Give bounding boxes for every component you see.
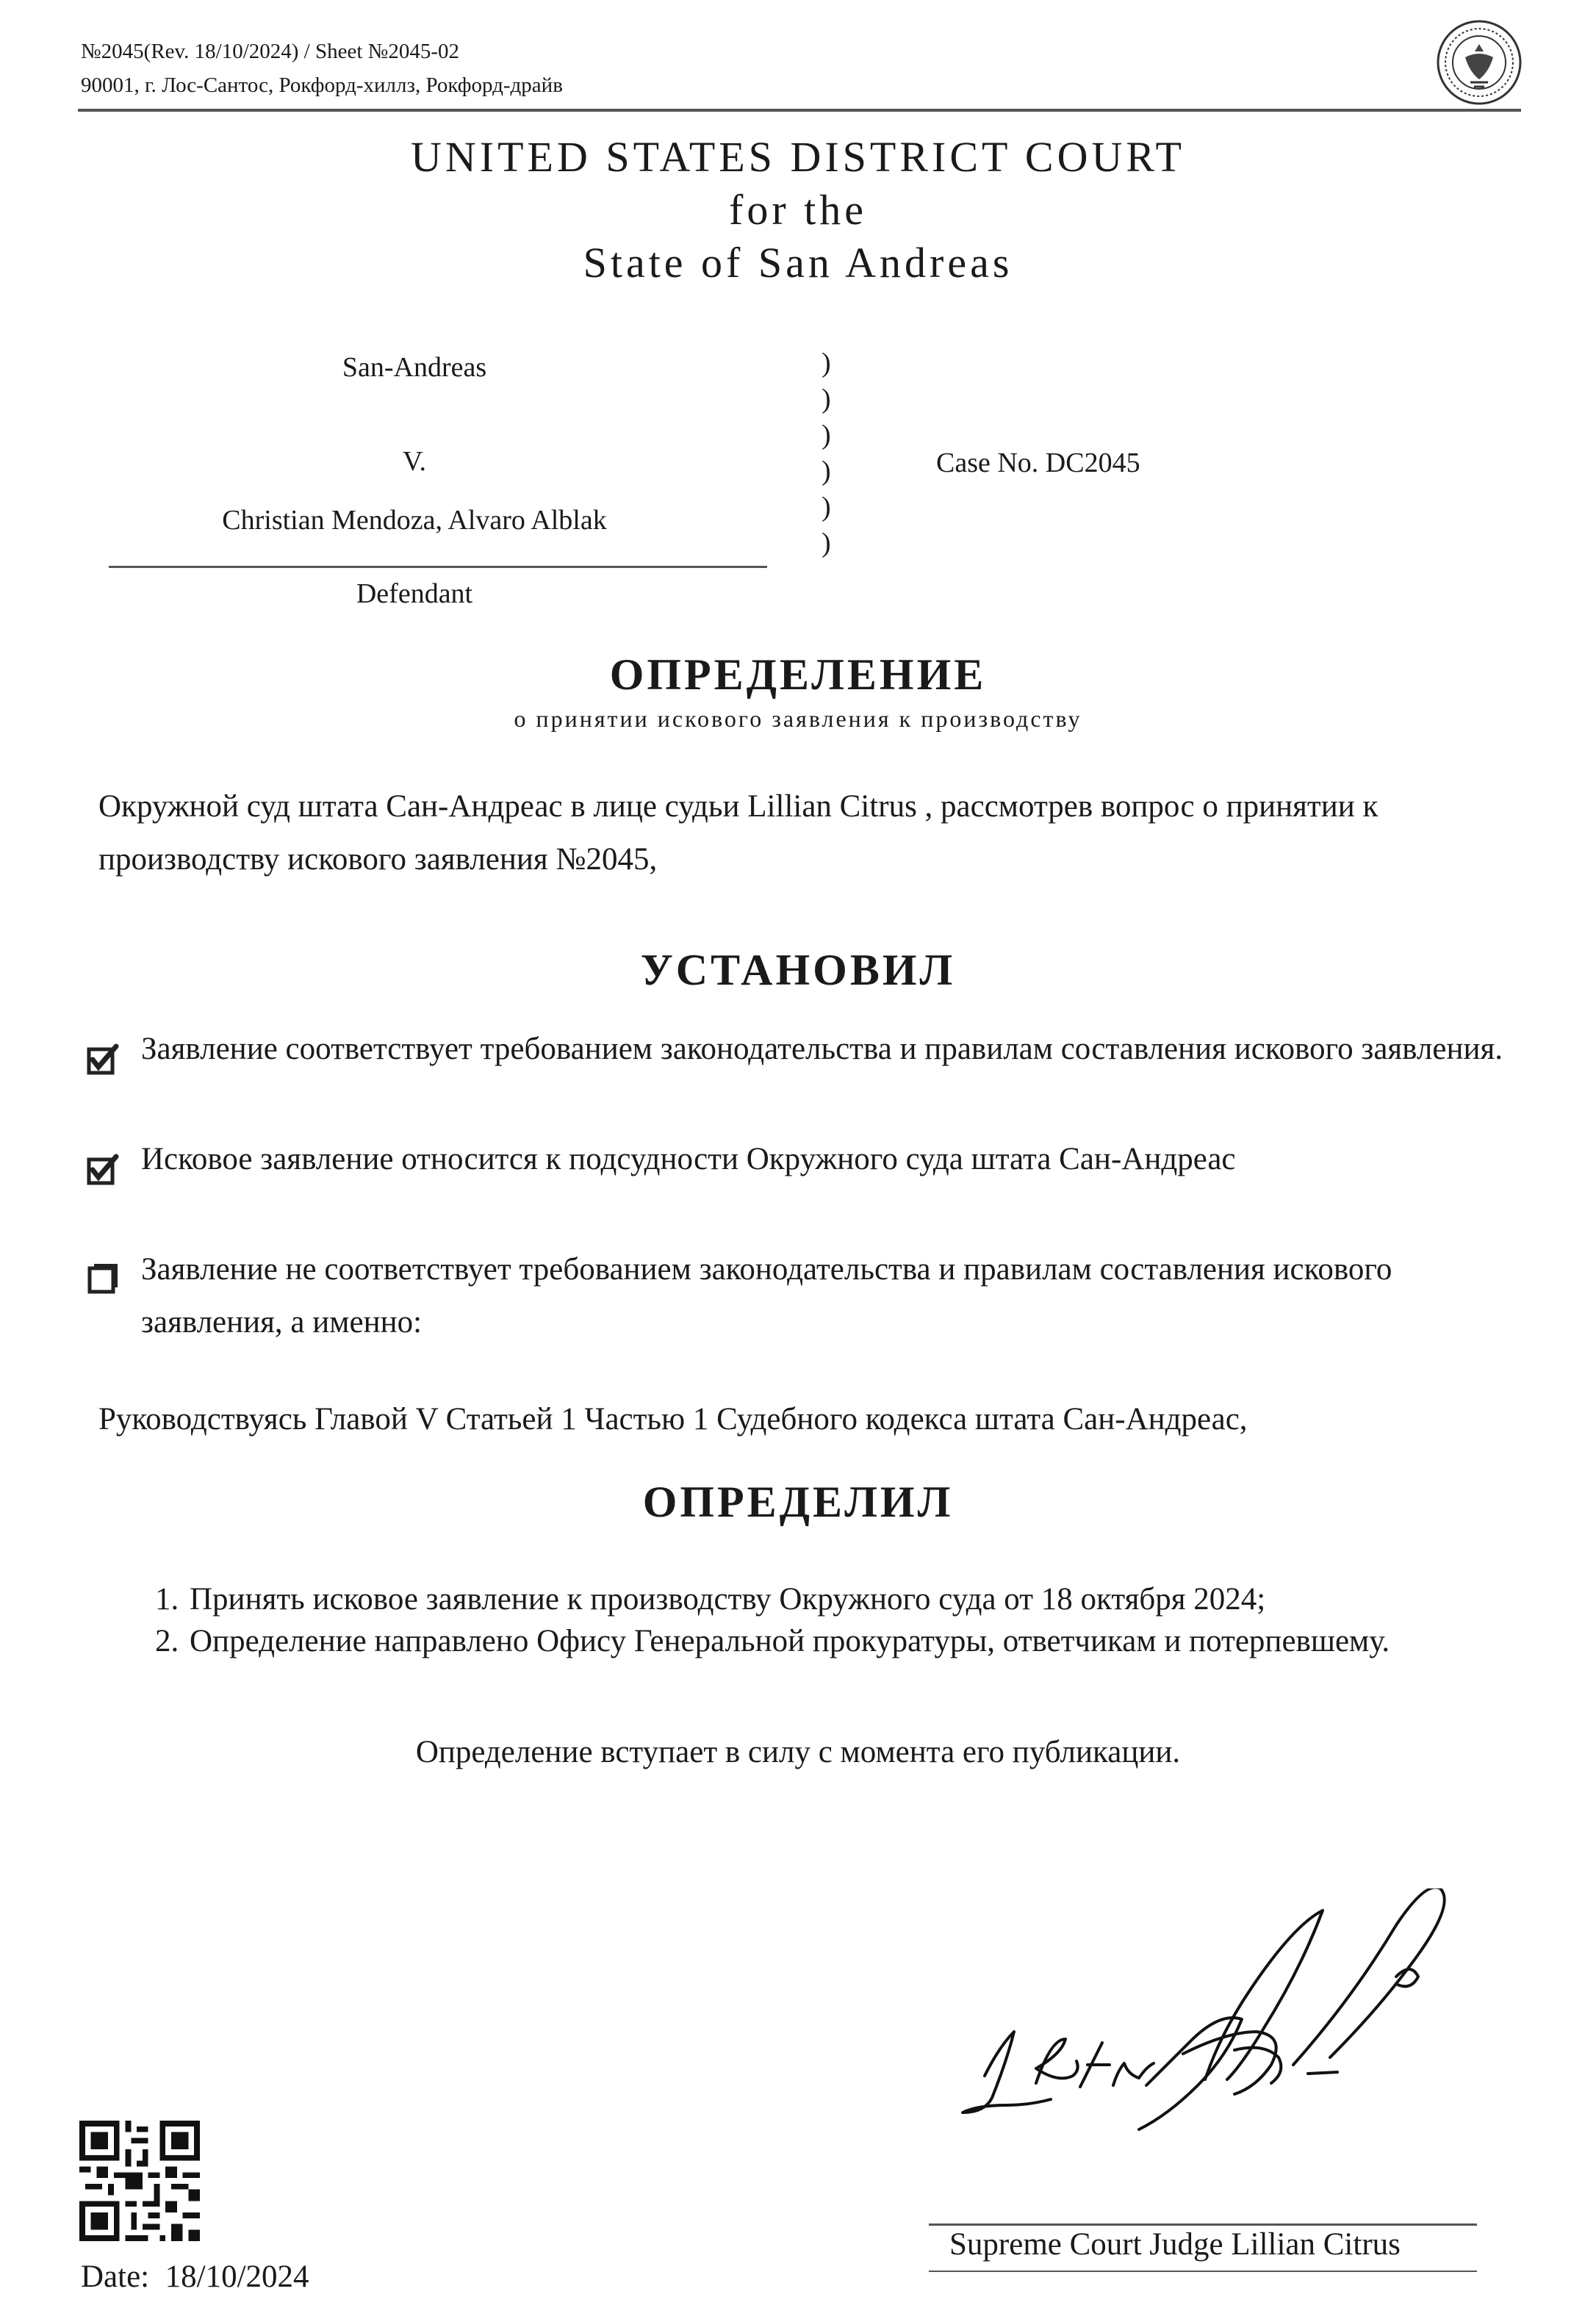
defendant-names: Christian Mendoza, Alvaro Alblak [222,505,607,536]
caption-paren: ) [822,384,831,414]
caption-paren: ) [822,420,831,450]
established-item: Заявление не соответствует требованием законодательства и правилам составления искового заявления, а именно: [141,1252,1392,1340]
empty-box-icon [87,1262,119,1295]
established-item: Заявление соответствует требованием законодательства и правилам составления искового заявления. [141,1032,1503,1066]
checked-box-icon [87,1154,119,1186]
court-name: UNITED STATES DISTRICT COURT [411,133,1185,181]
court-seal-icon [1436,19,1523,106]
decided-item: 2. Определение направлено Офису Генеральной прокуратуры, ответчикам и потерпевшему. [187,1620,1546,1662]
caption-paren: ) [822,492,831,522]
established-item: Исковое заявление относится к подсудности Окружного суда штата Сан-Андреас [141,1142,1236,1176]
court-state: State of San Andreas [583,239,1013,287]
date-label: Date: [81,2260,150,2294]
reference-number: №2045(Rev. 18/10/2024) / Sheet №2045-02 [81,40,459,63]
legal-basis: Руководствуясь Главой V Статьей 1 Частью 1 Судебного кодекса штата Сан-Андреас, [98,1402,1248,1437]
court-address: 90001, г. Лос-Сантос, Рокфорд-хиллз, Рокфорд-драйв [81,73,563,97]
plaintiff-name: San-Andreas [342,352,487,383]
intro-paragraph: Окружной суд штата Сан-Андреас в лице судьи Lillian Citrus , рассмотрев вопрос о принятии к производству искового заявления №2045, [98,789,1378,877]
decided-item: 1. Принять исковое заявление к производству Окружного суда от 18 октября 2024; [187,1578,1546,1620]
decided-heading: ОПРЕДЕЛИЛ [642,1478,954,1526]
defendant-label: Defendant [356,578,473,609]
case-number: Case No. DC2045 [936,447,1140,478]
court-for-the: for the [729,186,867,234]
versus-label: V. [402,446,427,477]
document-subtitle: о принятии искового заявления к производству [514,705,1082,732]
caption-paren: ) [822,528,831,558]
caption-paren: ) [822,348,831,378]
date-line [81,2259,309,2295]
closing-statement: Определение вступает в силу с момента его публикации. [415,1735,1181,1769]
date-value: 18/10/2024 [165,2260,309,2294]
checked-box-icon [87,1043,119,1076]
established-heading: УСТАНОВИЛ [640,946,956,994]
decided-list [147,1578,1546,1662]
handwritten-signature [941,1888,1499,2182]
judge-name: Supreme Court Judge Lillian Citrus [949,2227,1401,2262]
qr-code-icon [79,2121,200,2241]
caption-paren: ) [822,456,831,486]
document-title: ОПРЕДЕЛЕНИЕ [609,650,987,699]
